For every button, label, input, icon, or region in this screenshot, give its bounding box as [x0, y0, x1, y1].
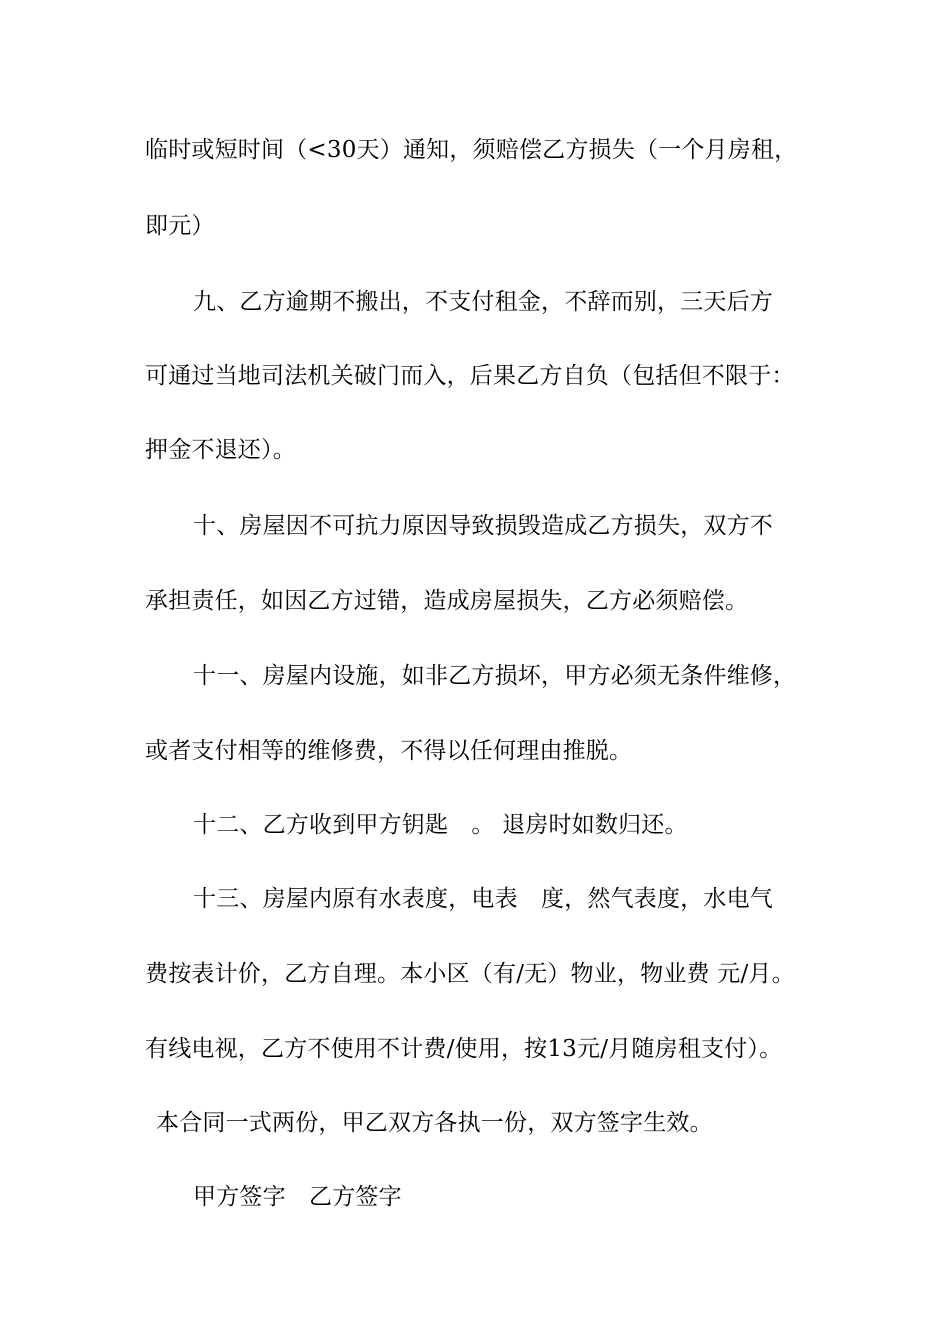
clause-10-line-2: 承担责任，如因乙方过错，造成房屋损失，乙方必须赔偿。 — [145, 588, 749, 614]
clause-13-line-1: 十三、房屋内原有水表度，电表 度，然气表度，水电气 — [193, 886, 773, 912]
text-line-2: 即元） — [145, 213, 215, 239]
clause-11-line-2: 或者支付相等的维修费，不得以任何理由推脱。 — [145, 738, 633, 764]
clause-9-line-2: 可通过当地司法机关破门而入，后果乙方自负（包括但不限于： — [145, 363, 795, 389]
clause-10-line-1: 十、房屋因不可抗力原因导致损毁造成乙方损失，双方不 — [193, 513, 773, 539]
clause-13-line-3: 有线电视，乙方不使用不计费/使用，按13元/月随房租支付）。 — [145, 1036, 783, 1062]
clause-11-line-1: 十一、房屋内设施，如非乙方损坏，甲方必须无条件维修， — [193, 663, 797, 689]
contract-copies-line: 本合同一式两份，甲乙双方各执一份，双方签字生效。 — [156, 1110, 713, 1136]
clause-9-line-3: 押金不退还）。 — [145, 437, 296, 463]
clause-12-line-1: 十二、乙方收到甲方钥匙 。 退房时如数归还。 — [193, 812, 688, 838]
clause-9-line-1: 九、乙方逾期不搬出，不支付租金，不辞而别，三天后方 — [193, 289, 773, 315]
signature-line: 甲方签字 乙方签字 — [193, 1184, 402, 1210]
text-line-1: 临时或短时间（<30天）通知，须赔偿乙方损失（一个月房租， — [145, 137, 798, 163]
clause-13-line-2: 费按表计价，乙方自理。本小区（有/无）物业，物业费 元/月。 — [145, 961, 795, 987]
